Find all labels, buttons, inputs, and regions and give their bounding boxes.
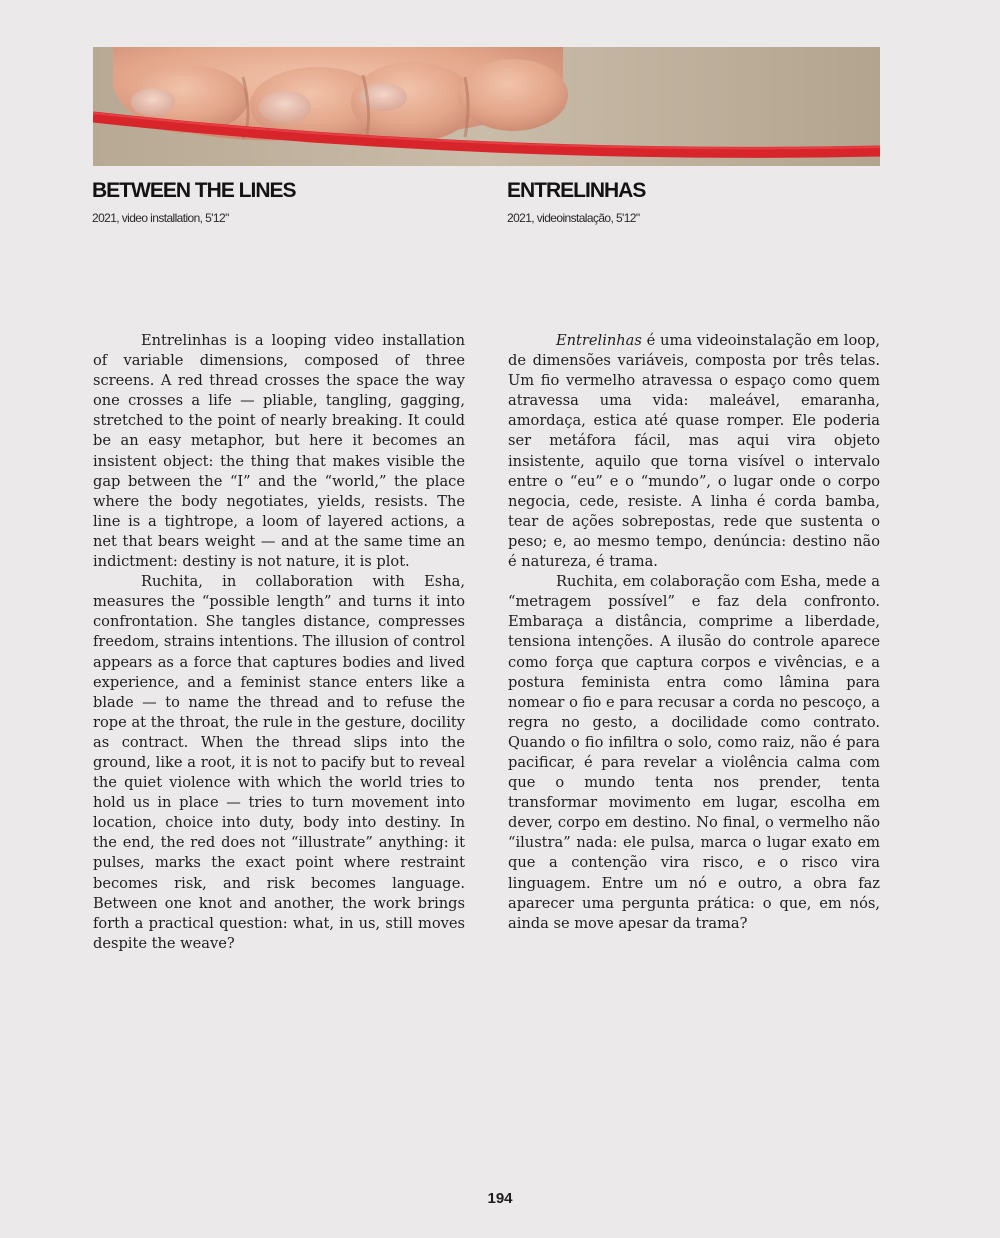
- paragraph-portuguese-1: [508, 331, 880, 572]
- meta-portuguese: 2021, videoinstalação, 5'12": [507, 211, 640, 225]
- title-english: BETWEEN THE LINES: [92, 179, 296, 202]
- title-portuguese: ENTRELINHAS: [507, 179, 646, 202]
- column-english: [93, 331, 465, 954]
- paragraph-portuguese-2: Ruchita, em colaboração com Esha, mede a “metragem possível” e faz dela confronto. Embaraça a distância, comprime a liberdade, tensiona intenções. A ilusão do controle aparece como força que captura corpos e vivências, e a postura feminista entra como lâmina para nomear o fio e para recusar a corda no pescoço, a regra no gesto, a docilidade como contrato. Quando o fio infiltra o solo, como raiz, não é para pacificar, é para revelar a violência calma com que o mundo tenta nos prender, tenta transformar movimento em lugar, escolha em dever, corpo em destino. No final, o vermelho não “ilustra” nada: ele pulsa, marca o lugar exato em que a contenção vira risco, e o risco vira linguagem. Entre um nó e outro, a obra faz aparecer uma pergunta prática: o que, em nós, ainda se move apesar da trama?: [508, 573, 880, 932]
- meta-english: 2021, video installation, 5'12": [92, 211, 229, 225]
- column-portuguese: [508, 331, 880, 934]
- paragraph-portuguese-1-text: é uma videoinstalação em loop, de dimensões variáveis, composta por três telas. Um fio vermelho atravessa o espaço como quem atravessa uma vida: maleável, emaranha, amordaça, estica até quase romper. Ele poderia ser metáfora fácil, mas aqui vira objeto insistente, aquilo que torna visível o intervalo entre o “eu” e o “mundo”, o lugar onde o corpo negocia, cede, resiste. A linha é corda bamba, tear de ações sobrepostas, rede que sustenta o peso; e, ao mesmo tempo, denúncia: destino não é natureza, é trama.: [508, 332, 880, 571]
- work-title-italic: Entrelinhas: [556, 332, 642, 349]
- fingers-holding-red-thread-photo: [93, 47, 880, 166]
- paragraph-english-2: Ruchita, in collaboration with Esha, measures the “possible length” and turns it into confrontation. She tangles distance, compresses freedom, strains intentions. The illusion of control appears as a force that captures bodies and lived experience, and a feminist stance enters like a blade — to name the thread and to refuse the rope at the throat, the rule in the gesture, docility as contract. When the thread slips into the ground, like a root, it is not to pacify but to reveal the quiet violence with which the world tries to hold us in place — tries to turn movement into location, choice into duty, body into destiny. In the end, the red does not “illustrate” anything: it pulses, marks the exact point where restraint becomes risk, and risk becomes language. Between one knot and another, the work brings forth a practical question: what, in us, still moves despite the weave?: [93, 573, 465, 952]
- paragraph-english-1: Entrelinhas is a looping video installation of variable dimensions, composed of three screens. A red thread crosses the space the way one crosses a life — pliable, tangling, gagging, stretched to the point of nearly breaking. It could be an easy metaphor, but here it becomes an insistent object: the thing that makes visible the gap between the “I” and the “world,” the place where the body negotiates, yields, resists. The line is a tightrope, a loom of layered actions, a net that bears weight — and at the same time an indictment: destiny is not nature, it is plot.: [93, 332, 465, 571]
- header-photo: [93, 47, 880, 166]
- page-number: 194: [487, 1190, 513, 1207]
